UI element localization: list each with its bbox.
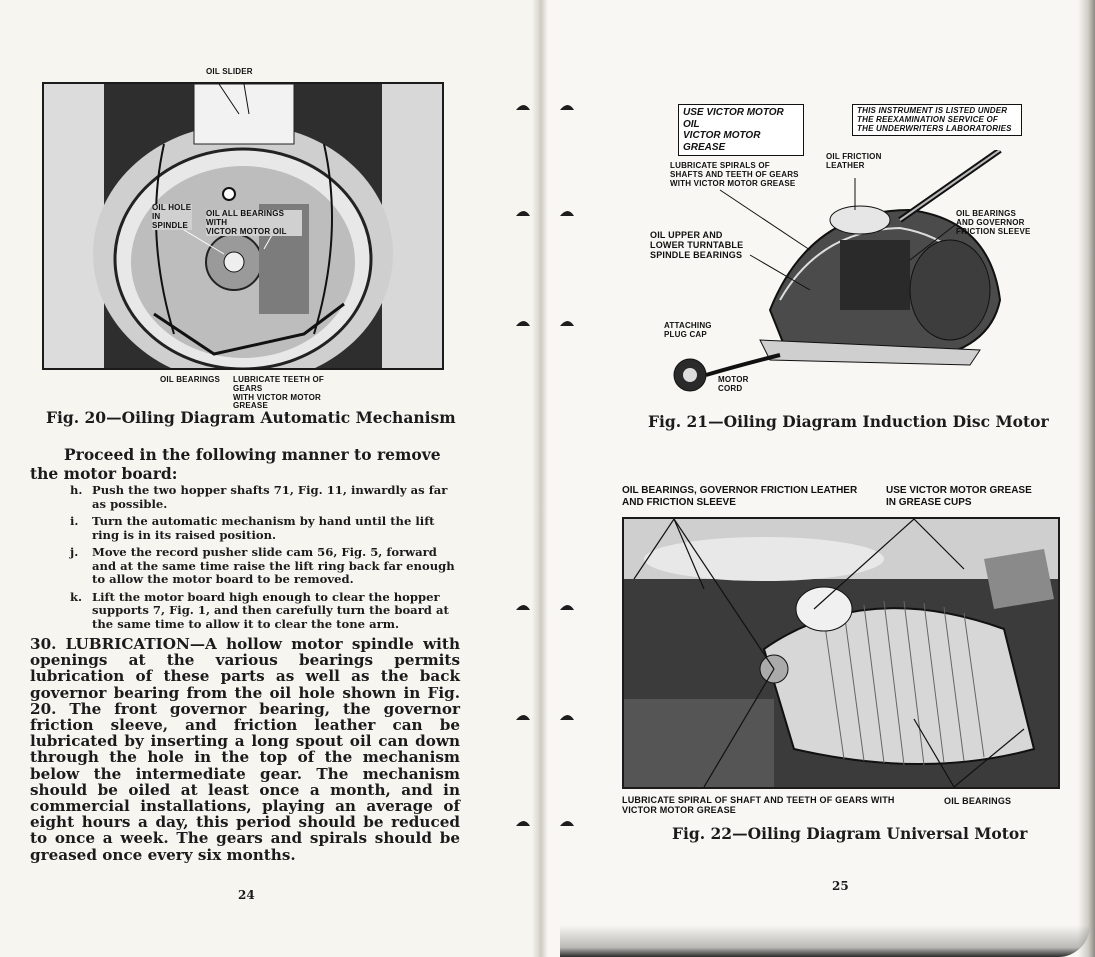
figure-20-caption: Fig. 20—Oiling Diagram Automatic Mechanism xyxy=(46,408,456,427)
hole-mark xyxy=(560,715,574,720)
step-text: Move the record pusher slide cam 56, Fig. 5, forward and at the same time raise the lift ring back far enough to allow the motor board to be removed. xyxy=(92,545,455,586)
universal-motor-illustration xyxy=(624,519,1058,787)
step-mark: i. xyxy=(70,514,79,528)
procedure-steps xyxy=(70,484,462,635)
label-oil-hole: OIL HOLE IN SPINDLE xyxy=(152,203,192,230)
step-mark: h. xyxy=(70,483,83,497)
label-attaching-plug: ATTACHING PLUG CAP xyxy=(664,321,712,339)
label-use-victor-oil: USE VICTOR MOTOR OIL VICTOR MOTOR GREASE xyxy=(678,104,804,156)
page-number-right: 25 xyxy=(832,879,849,893)
lubrication-paragraph: 30. LUBRICATION—A hollow motor spindle with openings at the various bearings permits lubrication of these parts as well as the back governor bearing from the oil hole shown in Fig. 20. The front governor bearing, the governor friction sleeve, and friction leather can be lubricated by inserting a long spout oil can down through the hole in the top of the mechanism below the intermediate gear. The mechanism should be oiled at least once a month, and in commercial installations, playing an average of eight hours a day, this period should be reduced to once a week. The gears and spirals should be greased once every six months. xyxy=(30,635,460,864)
label-use-grease-cups: USE VICTOR MOTOR GREASE IN GREASE CUPS xyxy=(886,485,1032,508)
figure-21-caption: Fig. 21—Oiling Diagram Induction Disc Motor xyxy=(648,412,1049,431)
hole-mark xyxy=(516,821,530,826)
figure-22-caption: Fig. 22—Oiling Diagram Universal Motor xyxy=(672,824,1028,843)
step-text: Push the two hopper shafts 71, Fig. 11, inwardly as far as possible. xyxy=(92,483,448,511)
label-underwriters: THIS INSTRUMENT IS LISTED UNDER THE REEXAMINATION SERVICE OF THE UNDERWRITERS LABORATORIES xyxy=(852,104,1022,136)
hole-mark xyxy=(560,105,574,110)
step-mark: j. xyxy=(70,545,79,559)
hole-mark xyxy=(516,321,530,326)
label-oil-all-bearings: OIL ALL BEARINGS WITH VICTOR MOTOR OIL xyxy=(206,210,302,236)
page-edge xyxy=(1078,0,1095,957)
label-oil-friction: OIL FRICTION LEATHER xyxy=(826,152,882,170)
hole-mark xyxy=(516,715,530,720)
step-text: Lift the motor board high enough to clear the hopper supports 7, Fig. 1, and then carefully turn the board at the same time to allow it to clear the tone arm. xyxy=(92,589,449,631)
step-h xyxy=(70,484,462,511)
hole-mark xyxy=(516,105,530,110)
step-i xyxy=(70,515,462,542)
hole-mark xyxy=(560,211,574,216)
hole-mark xyxy=(516,605,530,610)
step-k xyxy=(70,591,462,632)
intro-heading: Proceed in the following manner to remove the motor board: xyxy=(30,445,441,483)
hole-mark xyxy=(560,321,574,326)
label-lubricate-spirals: LUBRICATE SPIRALS OF SHAFTS AND TEETH OF GEARS WITH VICTOR MOTOR GREASE xyxy=(670,161,799,188)
label-oil-upper: OIL UPPER AND LOWER TURNTABLE SPINDLE BEARINGS xyxy=(650,230,744,260)
page-curl-shadow xyxy=(560,925,1090,957)
page-number-left: 24 xyxy=(238,888,255,902)
hole-mark xyxy=(516,211,530,216)
hole-mark xyxy=(560,605,574,610)
figure-22-photo xyxy=(622,517,1060,789)
binder-holes xyxy=(510,98,580,858)
label-oil-bearings: OIL BEARINGS xyxy=(160,375,221,384)
step-mark: k. xyxy=(70,589,83,604)
label-lubricate-teeth: LUBRICATE TEETH OF GEARS WITH VICTOR MOTOR GREASE xyxy=(233,375,325,411)
label-oil-bearings-governor: OIL BEARINGS AND GOVERNOR FRICTION SLEEVE xyxy=(956,209,1031,236)
step-j xyxy=(70,546,462,587)
label-oil-bearings-friction: OIL BEARINGS, GOVERNOR FRICTION LEATHER AND FRICTION SLEEVE xyxy=(622,485,858,508)
label-oil-slider: OIL SLIDER xyxy=(206,67,253,76)
hole-mark xyxy=(560,821,574,826)
step-text: Turn the automatic mechanism by hand until the lift ring is in its raised position. xyxy=(92,514,435,542)
label-motor-cord: MOTOR CORD xyxy=(718,375,749,393)
label-oil-bearings-right: OIL BEARINGS xyxy=(944,796,1012,806)
label-lubricate-spiral: LUBRICATE SPIRAL OF SHAFT AND TEETH OF GEARS WITH VICTOR MOTOR GREASE xyxy=(622,795,895,815)
